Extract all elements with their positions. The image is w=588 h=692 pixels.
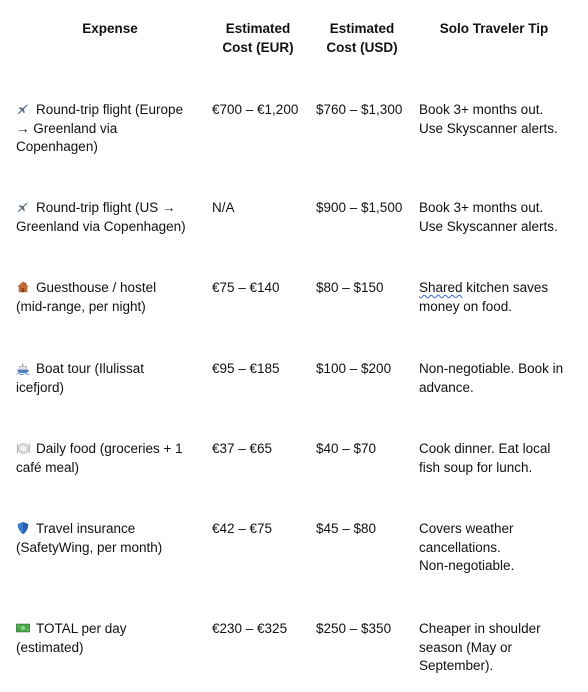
money-icon: [16, 621, 30, 635]
expense-label: Travel insurance (SafetyWing, per month): [16, 521, 163, 555]
expense-cell: [16, 101, 206, 157]
house-icon: [16, 280, 30, 294]
cost-eur: €700 – €1,200: [212, 102, 299, 117]
expense-label: Round-trip flight (US → Greenland via Copenhagen): [16, 200, 186, 234]
header-tip: Solo Traveler Tip: [439, 21, 549, 36]
cost-eur: €230 – €325: [212, 621, 288, 636]
expense-label: Boat tour (Ilulissat icefjord): [16, 361, 145, 395]
cost-usd: $760 – $1,300: [316, 102, 403, 117]
plate-icon: [16, 441, 30, 455]
tip-text: Cook dinner. Eat local fish soup for lunch.: [419, 441, 551, 475]
airplane-icon: [16, 200, 30, 214]
tip-text: Non-negotiable. Book in advance.: [419, 361, 564, 395]
tip-text: [419, 279, 581, 316]
expense-label: Daily food (groceries + 1 café meal): [16, 441, 183, 475]
cost-usd: $900 – $1,500: [316, 200, 403, 215]
cost-eur: €42 – €75: [212, 521, 273, 536]
header-cost-usd: Estimated Cost (USD): [326, 21, 398, 55]
tip-rest: kitchen saves money on food.: [419, 280, 549, 314]
cost-eur: N/A: [212, 200, 235, 215]
cost-eur: €95 – €185: [212, 361, 280, 376]
header-expense: Expense: [82, 21, 138, 36]
airplane-icon: [16, 102, 30, 116]
expense-cell: [16, 520, 206, 557]
cost-usd: $45 – $80: [316, 521, 377, 536]
cost-usd: $100 – $200: [316, 361, 392, 376]
tip-text: Covers weather cancellations. Non-negotiable.: [419, 521, 515, 573]
expense-cell: [16, 199, 206, 236]
cost-usd: $250 – $350: [316, 621, 392, 636]
expense-cell: [16, 360, 206, 397]
expense-label: TOTAL per day (estimated): [16, 621, 127, 655]
expense-label: Round-trip flight (Europe → Greenland via Copenhagen): [16, 102, 184, 154]
tip-first-word: Shared: [419, 280, 463, 295]
tip-text: Cheaper in shoulder season (May or September).: [419, 621, 541, 673]
tip-text: Book 3+ months out. Use Skyscanner alerts.: [419, 200, 558, 234]
cost-usd: $40 – $70: [316, 441, 377, 456]
tip-text: Book 3+ months out. Use Skyscanner alerts.: [419, 102, 558, 136]
shield-icon: [16, 521, 30, 535]
expense-cell: [16, 279, 206, 316]
cost-eur: €37 – €65: [212, 441, 273, 456]
header-cost-eur: Estimated Cost (EUR): [222, 21, 294, 55]
expense-cell: [16, 620, 206, 657]
cost-eur: €75 – €140: [212, 280, 280, 295]
expense-cell: [16, 440, 206, 477]
boat-icon: [16, 361, 30, 375]
expense-label: Guesthouse / hostel (mid-range, per night): [16, 280, 157, 314]
cost-usd: $80 – $150: [316, 280, 384, 295]
